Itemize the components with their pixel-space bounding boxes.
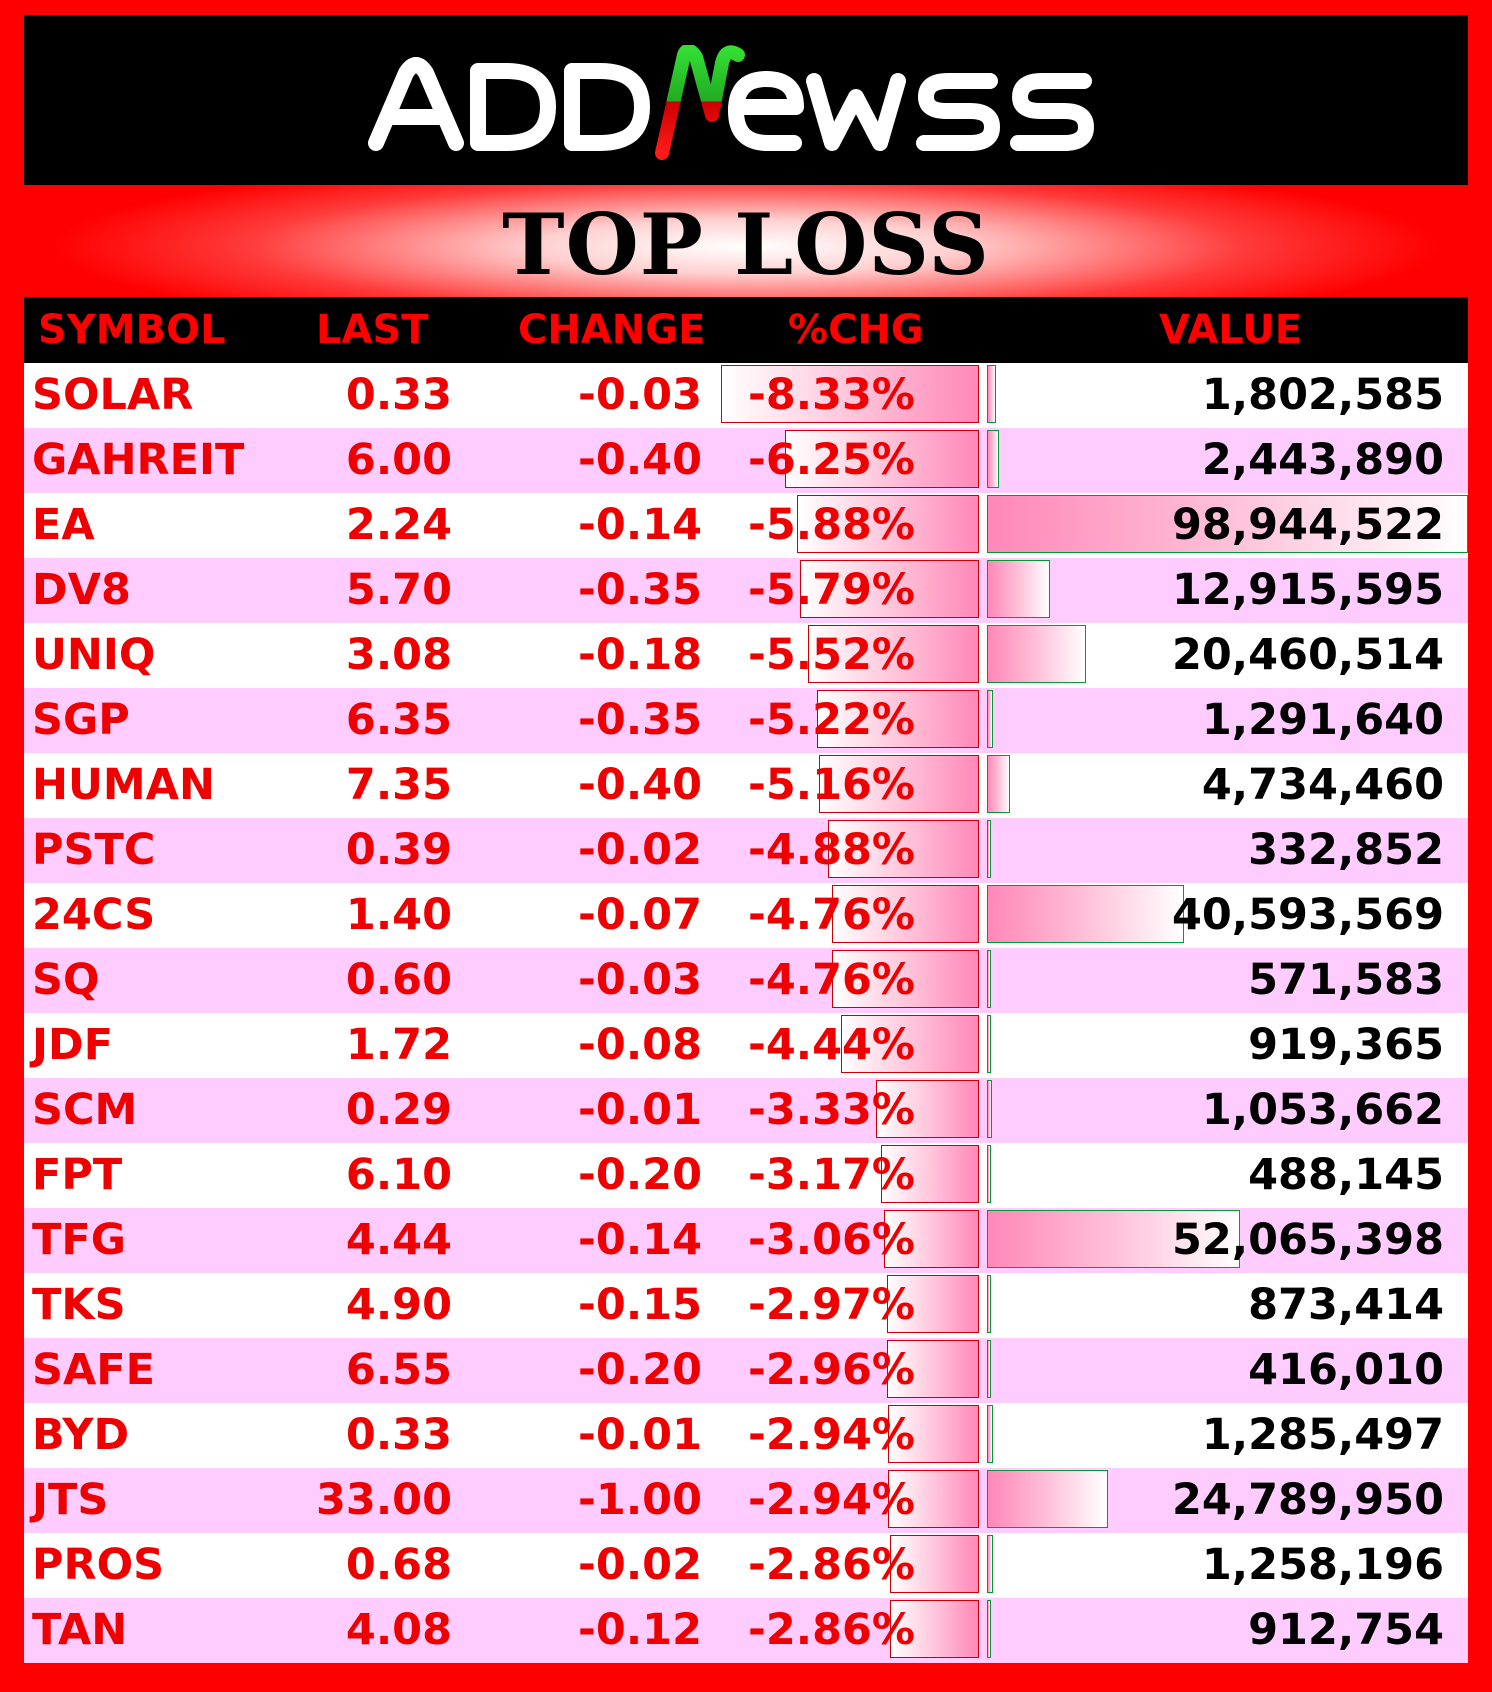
pct-change-cell: -2.94% — [747, 1475, 915, 1525]
table-row — [24, 1013, 1468, 1078]
table-row — [24, 688, 1468, 753]
logo-banner — [24, 15, 1468, 185]
table-row — [24, 428, 1468, 493]
change-cell: -0.01 — [578, 1410, 702, 1460]
change-cell: -0.20 — [578, 1150, 702, 1200]
pct-change-cell: -4.76% — [747, 955, 915, 1005]
last-price-cell: 6.10 — [345, 1150, 452, 1200]
table-row — [24, 493, 1468, 558]
value-cell: 24,789,950 — [1171, 1475, 1444, 1525]
last-price-cell: 0.39 — [345, 825, 452, 875]
symbol-cell: TFG — [32, 1215, 126, 1265]
pct-change-cell: -2.97% — [747, 1280, 915, 1330]
table-row — [24, 1533, 1468, 1598]
symbol-cell: SGP — [32, 695, 130, 745]
value-cell: 488,145 — [1248, 1150, 1444, 1200]
value-bar — [987, 755, 1010, 813]
symbol-cell: DV8 — [32, 565, 131, 615]
pct-change-cell: -5.79% — [747, 565, 915, 615]
table-row — [24, 1598, 1468, 1663]
table-row — [24, 883, 1468, 948]
last-price-cell: 2.24 — [345, 500, 452, 550]
symbol-cell: EA — [32, 500, 95, 550]
table-header — [24, 297, 1468, 363]
symbol-cell: SCM — [32, 1085, 138, 1135]
symbol-cell: SQ — [32, 955, 100, 1005]
last-price-cell: 1.40 — [345, 890, 452, 940]
value-cell: 416,010 — [1248, 1345, 1444, 1395]
symbol-cell: PROS — [32, 1540, 165, 1590]
value-bar — [987, 430, 999, 488]
pct-change-cell: -5.52% — [747, 630, 915, 680]
symbol-cell: JTS — [32, 1475, 109, 1525]
last-price-cell: 4.90 — [345, 1280, 452, 1330]
symbol-cell: UNIQ — [32, 630, 156, 680]
brand-logo — [24, 45, 1468, 165]
value-cell: 1,802,585 — [1201, 370, 1444, 420]
pct-change-cell: -5.88% — [747, 500, 915, 550]
header-pct: %CHG — [788, 307, 924, 353]
value-bar — [987, 1080, 992, 1138]
pct-change-cell: -2.94% — [747, 1410, 915, 1460]
title-band — [24, 185, 1468, 297]
change-cell: -0.03 — [578, 955, 702, 1005]
header-symbol: SYMBOL — [38, 307, 226, 353]
change-cell: -0.40 — [578, 760, 702, 810]
change-cell: -0.15 — [578, 1280, 702, 1330]
value-bar — [987, 1015, 991, 1073]
value-bar — [987, 885, 1184, 943]
value-bar — [987, 1275, 991, 1333]
value-cell: 571,583 — [1248, 955, 1444, 1005]
pct-change-cell: -2.86% — [747, 1540, 915, 1590]
change-cell: -0.02 — [578, 825, 702, 875]
symbol-cell: TAN — [32, 1605, 128, 1655]
last-price-cell: 33.00 — [315, 1475, 452, 1525]
pct-change-cell: -2.86% — [747, 1605, 915, 1655]
value-cell: 332,852 — [1248, 825, 1444, 875]
last-price-cell: 6.35 — [345, 695, 452, 745]
addnewss-logo-icon — [366, 45, 1126, 165]
last-price-cell: 1.72 — [345, 1020, 452, 1070]
symbol-cell: FPT — [32, 1150, 123, 1200]
change-cell: -0.02 — [578, 1540, 702, 1590]
change-cell: -0.01 — [578, 1085, 702, 1135]
pct-change-cell: -6.25% — [747, 435, 915, 485]
value-bar — [987, 820, 991, 878]
change-cell: -0.03 — [578, 370, 702, 420]
value-cell: 912,754 — [1248, 1605, 1444, 1655]
symbol-cell: SAFE — [32, 1345, 155, 1395]
symbol-cell: BYD — [32, 1410, 130, 1460]
symbol-cell: PSTC — [32, 825, 156, 875]
symbol-cell: GAHREIT — [32, 435, 245, 485]
value-bar — [987, 1405, 993, 1463]
table-row — [24, 948, 1468, 1013]
pct-change-cell: -3.17% — [747, 1150, 915, 1200]
table-row — [24, 363, 1468, 428]
table-row — [24, 1273, 1468, 1338]
change-cell: -0.18 — [578, 630, 702, 680]
value-bar — [987, 950, 991, 1008]
table-row — [24, 1208, 1468, 1273]
change-cell: -0.40 — [578, 435, 702, 485]
last-price-cell: 0.33 — [345, 1410, 452, 1460]
symbol-cell: SOLAR — [32, 370, 194, 420]
table-row — [24, 1468, 1468, 1533]
value-cell: 1,053,662 — [1201, 1085, 1444, 1135]
value-cell: 20,460,514 — [1171, 630, 1444, 680]
last-price-cell: 5.70 — [345, 565, 452, 615]
top-loss-table — [24, 363, 1468, 1688]
value-bar — [987, 1470, 1108, 1528]
value-bar — [987, 690, 993, 748]
last-price-cell: 0.29 — [345, 1085, 452, 1135]
value-bar — [987, 625, 1086, 683]
pct-change-cell: -4.44% — [747, 1020, 915, 1070]
value-bar — [987, 365, 996, 423]
pct-change-cell: -5.16% — [747, 760, 915, 810]
last-price-cell: 7.35 — [345, 760, 452, 810]
pct-change-cell: -2.96% — [747, 1345, 915, 1395]
change-cell: -0.12 — [578, 1605, 702, 1655]
last-price-cell: 0.33 — [345, 370, 452, 420]
value-cell: 40,593,569 — [1171, 890, 1444, 940]
symbol-cell: TKS — [32, 1280, 126, 1330]
table-row — [24, 1403, 1468, 1468]
value-cell: 52,065,398 — [1171, 1215, 1444, 1265]
value-cell: 1,285,497 — [1201, 1410, 1444, 1460]
change-cell: -0.14 — [578, 1215, 702, 1265]
last-price-cell: 6.00 — [345, 435, 452, 485]
value-bar — [987, 1145, 991, 1203]
last-price-cell: 0.60 — [345, 955, 452, 1005]
pct-change-cell: -3.06% — [747, 1215, 915, 1265]
page-title: TOP LOSS — [502, 195, 990, 294]
last-price-cell: 3.08 — [345, 630, 452, 680]
value-bar — [987, 560, 1050, 618]
value-cell: 12,915,595 — [1171, 565, 1444, 615]
value-cell: 1,258,196 — [1201, 1540, 1444, 1590]
symbol-cell: 24CS — [32, 890, 156, 940]
last-price-cell: 6.55 — [345, 1345, 452, 1395]
value-bar — [987, 1535, 993, 1593]
symbol-cell: HUMAN — [32, 760, 215, 810]
last-price-cell: 0.68 — [345, 1540, 452, 1590]
last-price-cell: 4.44 — [345, 1215, 452, 1265]
change-cell: -0.35 — [578, 565, 702, 615]
table-row — [24, 623, 1468, 688]
header-change: CHANGE — [518, 307, 706, 353]
value-cell: 919,365 — [1248, 1020, 1444, 1070]
pct-change-cell: -4.76% — [747, 890, 915, 940]
pct-change-cell: -4.88% — [747, 825, 915, 875]
value-bar — [987, 1600, 991, 1658]
pct-change-cell: -8.33% — [747, 370, 915, 420]
change-cell: -0.07 — [578, 890, 702, 940]
header-value: VALUE — [1159, 307, 1303, 353]
change-cell: -0.08 — [578, 1020, 702, 1070]
last-price-cell: 4.08 — [345, 1605, 452, 1655]
value-cell: 98,944,522 — [1171, 500, 1444, 550]
change-cell: -0.35 — [578, 695, 702, 745]
table-row — [24, 1078, 1468, 1143]
pct-change-cell: -5.22% — [747, 695, 915, 745]
header-last: LAST — [316, 307, 429, 353]
value-bar — [987, 1340, 991, 1398]
change-cell: -0.20 — [578, 1345, 702, 1395]
table-row — [24, 1143, 1468, 1208]
change-cell: -1.00 — [578, 1475, 702, 1525]
pct-change-cell: -3.33% — [747, 1085, 915, 1135]
table-row — [24, 818, 1468, 883]
table-row — [24, 558, 1468, 623]
symbol-cell: JDF — [32, 1020, 114, 1070]
value-cell: 873,414 — [1248, 1280, 1444, 1330]
value-cell: 4,734,460 — [1201, 760, 1444, 810]
table-row — [24, 1338, 1468, 1403]
table-row — [24, 753, 1468, 818]
change-cell: -0.14 — [578, 500, 702, 550]
value-cell: 1,291,640 — [1201, 695, 1444, 745]
value-cell: 2,443,890 — [1201, 435, 1444, 485]
